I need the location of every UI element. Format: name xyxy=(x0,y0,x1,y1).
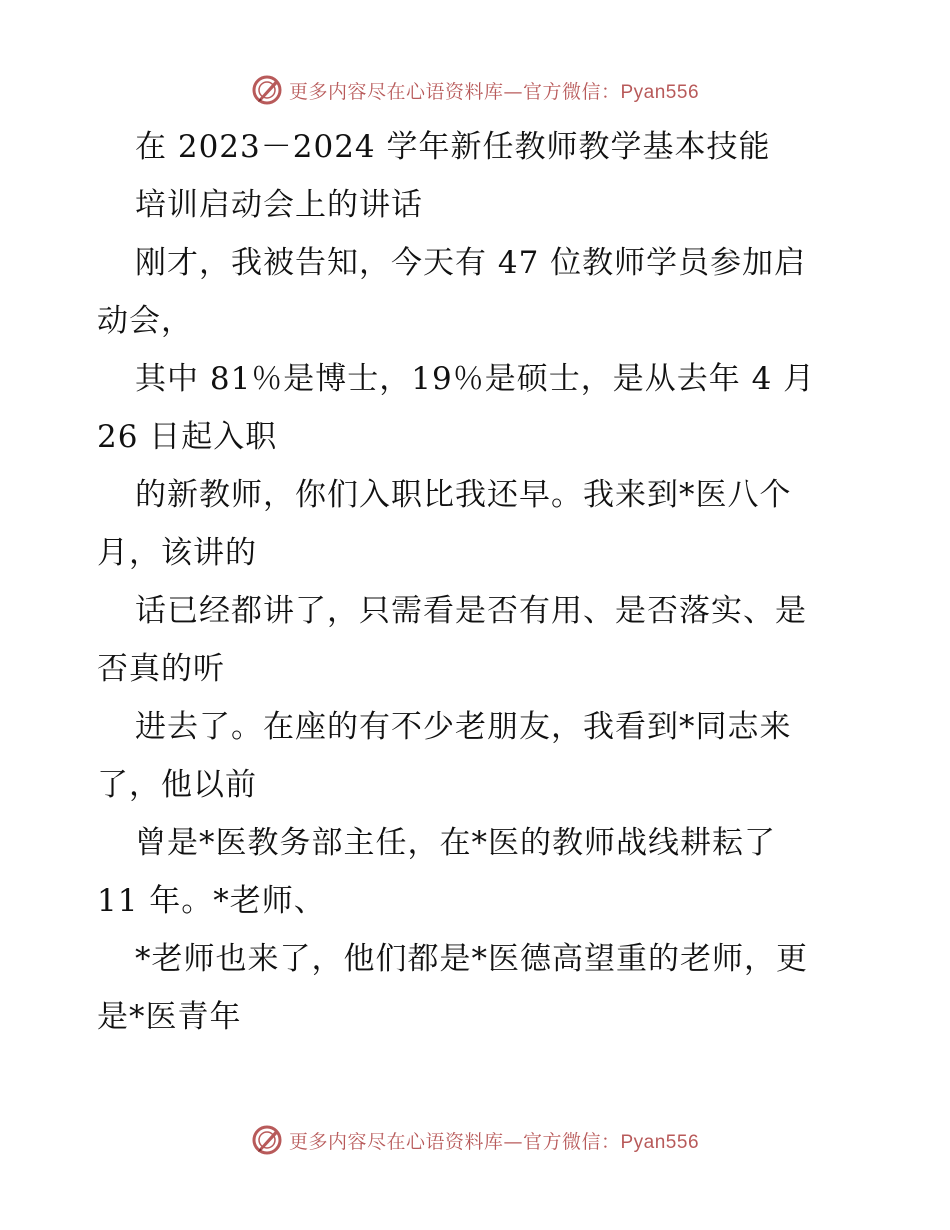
paragraph-line: 是*医青年 xyxy=(97,999,242,1035)
speech-title-line-1: 在 2023－2024 学年新任教师教学基本技能 xyxy=(135,129,771,165)
paragraph-line: 刚才，我被告知，今天有 47 位教师学员参加启 xyxy=(135,245,807,281)
quill-pen-logo-icon xyxy=(251,1124,283,1156)
header-brand-text: 更多内容尽在心语资料库 xyxy=(288,80,504,103)
speech-body xyxy=(97,118,857,1046)
header-banner-text xyxy=(289,77,699,104)
paragraph-line: 曾是*医教务部主任，在*医的教师战线耕耘了 xyxy=(135,825,776,861)
paragraph-line: 进去了。在座的有不少老朋友，我看到*同志来 xyxy=(135,709,792,745)
header-wechat-id: Pyan556 xyxy=(620,81,700,103)
footer-banner xyxy=(0,1120,950,1160)
speech-title-line-2: 培训启动会上的讲话 xyxy=(135,187,423,223)
header-banner xyxy=(0,70,950,110)
footer-brand-text: 更多内容尽在心语资料库 xyxy=(288,1130,504,1153)
header-banner-content xyxy=(251,74,699,106)
paragraph-line: 月，该讲的 xyxy=(97,535,257,571)
paragraph-line: 了，他以前 xyxy=(97,767,257,803)
footer-banner-content xyxy=(251,1124,699,1156)
footer-wechat-label: 官方微信： xyxy=(522,1130,621,1153)
header-wechat-label: 官方微信： xyxy=(522,80,621,103)
footer-wechat-id: Pyan556 xyxy=(620,1131,700,1153)
header-separator: — xyxy=(503,80,523,103)
footer-banner-text xyxy=(289,1127,699,1154)
paragraph-line: 11 年。*老师、 xyxy=(97,883,326,919)
paragraph-line: *老师也来了，他们都是*医德高望重的老师，更 xyxy=(135,941,808,977)
footer-separator: — xyxy=(503,1130,523,1153)
paragraph-line: 其中 81％是博士，19％是硕士，是从去年 4 月 xyxy=(135,361,816,397)
paragraph-line: 26 日起入职 xyxy=(97,419,278,455)
paragraph-line: 的新教师，你们入职比我还早。我来到*医八个 xyxy=(135,477,792,513)
paragraph-line: 动会， xyxy=(97,303,193,339)
quill-pen-logo-icon xyxy=(251,74,283,106)
paragraph-line: 否真的听 xyxy=(97,651,225,687)
paragraph-line: 话已经都讲了，只需看是否有用、是否落实、是 xyxy=(135,593,807,629)
